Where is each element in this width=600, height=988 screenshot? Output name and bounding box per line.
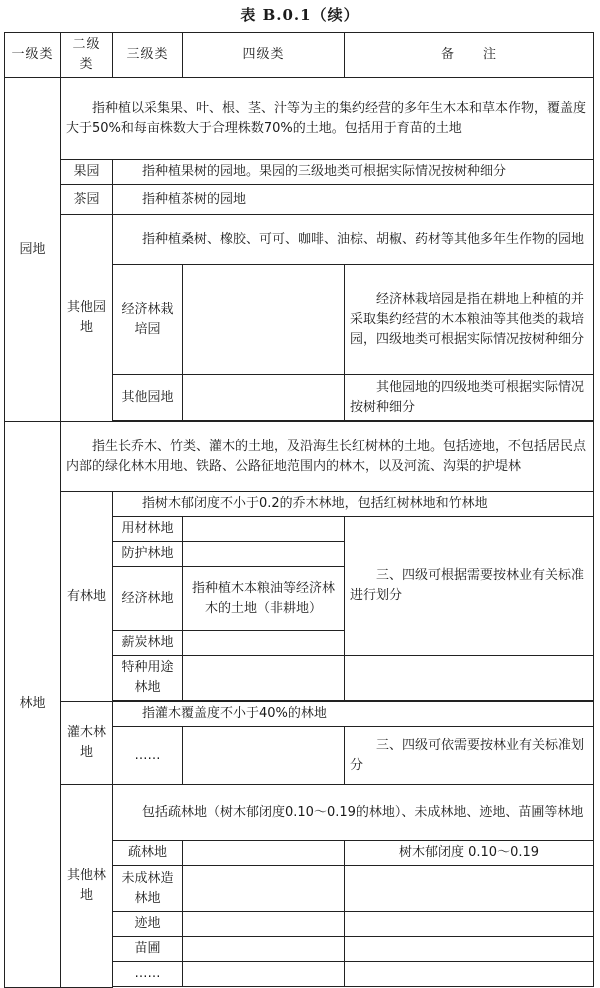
forest-shrub-level4 (183, 727, 345, 785)
forest-other-note (345, 962, 594, 987)
forest-stocked-level4 (183, 631, 345, 656)
header-row (5, 33, 594, 78)
garden-definition: 指种植以采集果、叶、根、茎、汁等为主的集约经营的多年生木本和草本作物，覆盖度大于50%和每亩株数大于合理株数70%的土地。包括用于育苗的土地 (61, 78, 594, 160)
forest-other-name: 其他林地 (61, 785, 113, 988)
forest-other-level4 (183, 912, 345, 937)
forest-shrub-note: 三、四级可依需要按林业有关标准划分 (345, 727, 594, 785)
forest-shrub-ellipsis: …… (113, 727, 183, 785)
header-level3: 三级类 (113, 33, 183, 78)
forest-other-item: …… (113, 962, 183, 987)
forest-sparse-note: 树木郁闭度 0.10～0.19 (345, 841, 594, 866)
forest-shrub-desc: 指灌木覆盖度不小于40%的林地 (113, 702, 594, 727)
header-level2: 二级类 (61, 33, 113, 78)
forest-stocked-level4 (183, 542, 345, 567)
forest-stocked-note-empty (345, 656, 594, 701)
forest-stocked-level4 (183, 656, 345, 701)
garden-others-note: 其他园地的四级地类可根据实际情况按树种细分 (345, 375, 594, 421)
forest-other-note (345, 937, 594, 962)
forest-sparse-level4 (183, 841, 345, 866)
level1-garden: 园地 (5, 78, 61, 422)
forest-economic-level4: 指种植木本粮油等经济林木的土地（非耕地） (183, 567, 345, 631)
garden-others-name: 其他园地 (113, 375, 183, 421)
forest-other-note (345, 912, 594, 937)
garden-orchard-desc: 指种植果树的园地。果园的三级地类可根据实际情况按树种细分 (113, 160, 594, 185)
forest-stocked-desc: 指树木郁闭度不小于0.2的乔木林地，包括红树林地和竹林地 (113, 492, 594, 517)
forest-other-desc: 包括疏林地（树木郁闭度0.10～0.19的林地）、未成林地、迹地、苗圃等林地 (113, 785, 594, 841)
forest-stocked-item: 经济林地 (113, 567, 183, 631)
header-level4: 四级类 (183, 33, 345, 78)
forest-other-level4 (183, 866, 345, 912)
forest-stocked-item: 用材林地 (113, 517, 183, 542)
forest-shrub-name: 灌木林地 (61, 702, 113, 785)
forest-sparse-name: 疏林地 (113, 841, 183, 866)
forest-other-item: 迹地 (113, 912, 183, 937)
forest-other-note (345, 866, 594, 912)
forest-stocked-item: 薪炭林地 (113, 631, 183, 656)
forest-stocked-item: 防护林地 (113, 542, 183, 567)
forest-definition: 指生长乔木、竹类、灌木的土地，及沿海生长红树林的土地。包括迹地，不包括居民点内部的绿化林木用地、铁路、公路征地范围内的林木，以及河流、沟渠的护堤林 (61, 422, 594, 492)
garden-economic-name: 经济林栽培园 (113, 265, 183, 375)
forest-stocked-item: 特种用途林地 (113, 656, 183, 701)
header-notes: 备 注 (345, 33, 594, 78)
forest-other-item: 未成林造林地 (113, 866, 183, 912)
forest-stocked-level4 (183, 517, 345, 542)
garden-other-name: 其他园地 (61, 215, 113, 422)
level1-forest: 林地 (5, 422, 61, 988)
garden-orchard-name: 果园 (61, 160, 113, 185)
garden-economic-level4 (183, 265, 345, 375)
forest-stocked-name: 有林地 (61, 492, 113, 702)
garden-tea-desc: 指种植茶树的园地 (113, 185, 594, 215)
forest-other-level4 (183, 937, 345, 962)
garden-tea-name: 茶园 (61, 185, 113, 215)
forest-other-item: 苗圃 (113, 937, 183, 962)
garden-economic-note: 经济林栽培园是指在耕地上种植的并采取集约经营的木本粮油等其他类的栽培园，四级地类可根据实际情况按树种细分 (345, 265, 594, 375)
forest-other-level4 (183, 962, 345, 987)
garden-other-desc: 指种植桑树、橡胶、可可、咖啡、油棕、胡椒、药材等其他多年生作物的园地 (113, 215, 594, 265)
table-caption: 表 B.0.1（续） (240, 6, 360, 24)
header-level1: 一级类 (5, 33, 61, 78)
garden-others-level4 (183, 375, 345, 421)
forest-stocked-note: 三、四级可根据需要按林业有关标准进行划分 (345, 517, 594, 656)
land-classification-table (4, 32, 594, 988)
